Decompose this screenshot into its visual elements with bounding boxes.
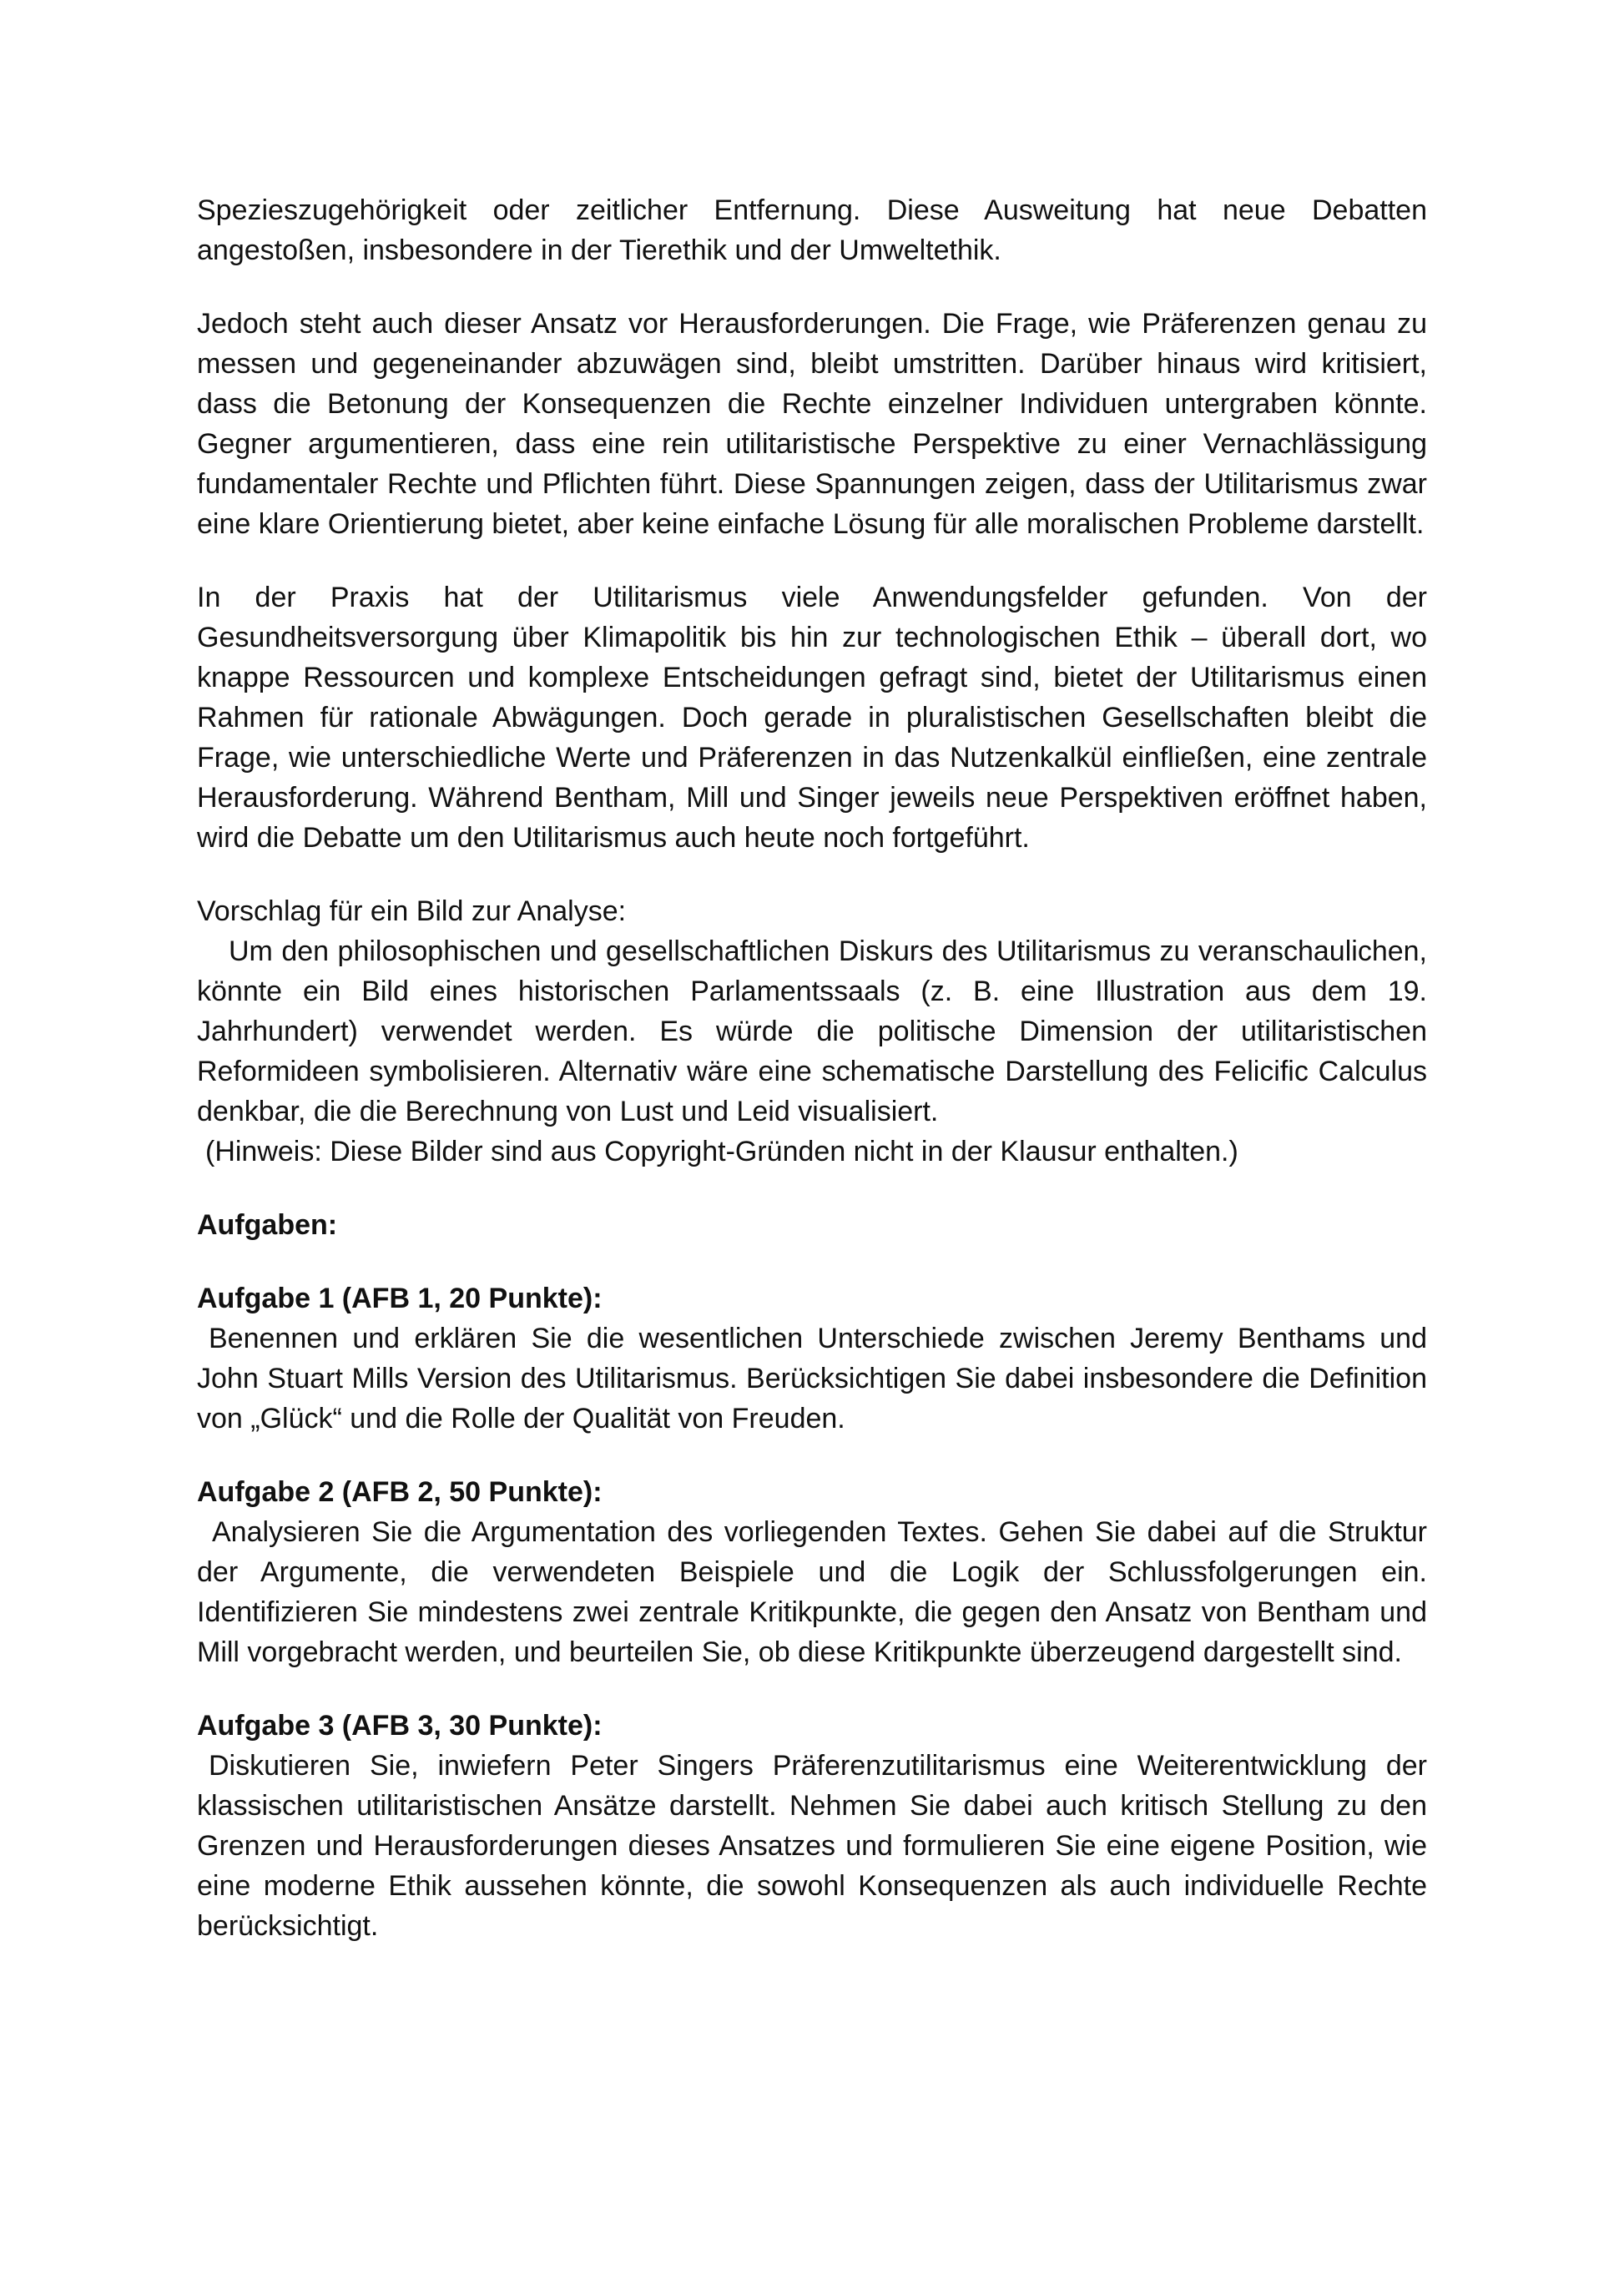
- image-suggestion-label: Vorschlag für ein Bild zur Analyse:: [197, 895, 627, 927]
- paragraph-practice: In der Praxis hat der Utilitarismus viele Anwendungsfelder gefunden. Von der Gesundheitsversorgung über Klimapolitik bis hin zur technologischen Ethik – überall dort, wo knappe Ressourcen und komplexe Entscheidungen gefragt sind, bietet der Utilitarismus einen Rahmen für rationale Abwägungen. Doch gerade in pluralistischen Gesellschaften bleibt die Frage, wie unterschiedliche Werte und Präferenzen in das Nutzenkalkül einfließen, eine zentrale Herausforderung. Während Bentham, Mill und Singer jeweils neue Perspektiven eröffnet haben, wird die Debatte um den Utilitarismus auch heute noch fortgeführt.: [197, 582, 1427, 854]
- document-body: [197, 190, 1427, 1946]
- tasks-heading: Aufgaben:: [197, 1209, 338, 1241]
- image-suggestion-note: (Hinweis: Diese Bilder sind aus Copyright-Gründen nicht in der Klausur enthalten.): [205, 1136, 1238, 1167]
- paragraph-singer-extension: Spezieszugehörigkeit oder zeitlicher Entfernung. Diese Ausweitung hat neue Debatten angestoßen, insbesondere in der Tierethik und der Umweltethik.: [197, 194, 1427, 266]
- task-1-text: Benennen und erklären Sie die wesentlichen Unterschiede zwischen Jeremy Benthams und John Stuart Mills Version des Utilitarismus. Berücksichtigen Sie dabei insbesondere die Definition von „Glück“ und die Rolle der Qualität von Freuden.: [197, 1323, 1427, 1434]
- paragraph-challenges: Jedoch steht auch dieser Ansatz vor Herausforderungen. Die Frage, wie Präferenzen genau zu messen und gegeneinander abzuwägen sind, bleibt umstritten. Darüber hinaus wird kritisiert, dass die Betonung der Konsequenzen die Rechte einzelner Individuen untergraben könnte. Gegner argumentieren, dass eine rein utilitaristische Perspektive zu einer Vernachlässigung fundamentaler Rechte und Pflichten führt. Diese Spannungen zeigen, dass der Utilitarismus zwar eine klare Orientierung bietet, aber keine einfache Lösung für alle moralischen Probleme darstellt.: [197, 308, 1427, 540]
- task-2-title: Aufgabe 2 (AFB 2, 50 Punkte):: [197, 1476, 603, 1508]
- task-3-text: Diskutieren Sie, inwiefern Peter Singers Präferenzutilitarismus eine Weiterentwicklung der klassischen utilitaristischen Ansätze darstellt. Nehmen Sie dabei auch kritisch Stellung zu den Grenzen und Herausforderungen dieses Ansatzes und formulieren Sie eine eigene Position, wie eine moderne Ethik aussehen könnte, die sowohl Konsequenzen als auch individuelle Rechte berücksichtigt.: [197, 1750, 1427, 1942]
- task-2-text: Analysieren Sie die Argumentation des vorliegenden Textes. Gehen Sie dabei auf die Struktur der Argumente, die verwendeten Beispiele und die Logik der Schlussfolgerungen ein. Identifizieren Sie mindestens zwei zentrale Kritikpunkte, die gegen den Ansatz von Bentham und Mill vorgebracht werden, und beurteilen Sie, ob diese Kritikpunkte überzeugend dargestellt sind.: [197, 1516, 1427, 1668]
- image-suggestion-text: Um den philosophischen und gesellschaftlichen Diskurs des Utilitarismus zu veranschaulichen, könnte ein Bild eines historischen Parlamentssaals (z. B. eine Illustration aus dem 19. Jahrhundert) verwendet werden. Es würde die politische Dimension der utilitaristischen Reformideen symbolisieren. Alternativ wäre eine schematische Darstellung des Felicific Calculus denkbar, die die Berechnung von Lust und Leid visualisiert.: [197, 935, 1427, 1127]
- task-3-title: Aufgabe 3 (AFB 3, 30 Punkte):: [197, 1710, 603, 1742]
- task-1-title: Aufgabe 1 (AFB 1, 20 Punkte):: [197, 1283, 603, 1314]
